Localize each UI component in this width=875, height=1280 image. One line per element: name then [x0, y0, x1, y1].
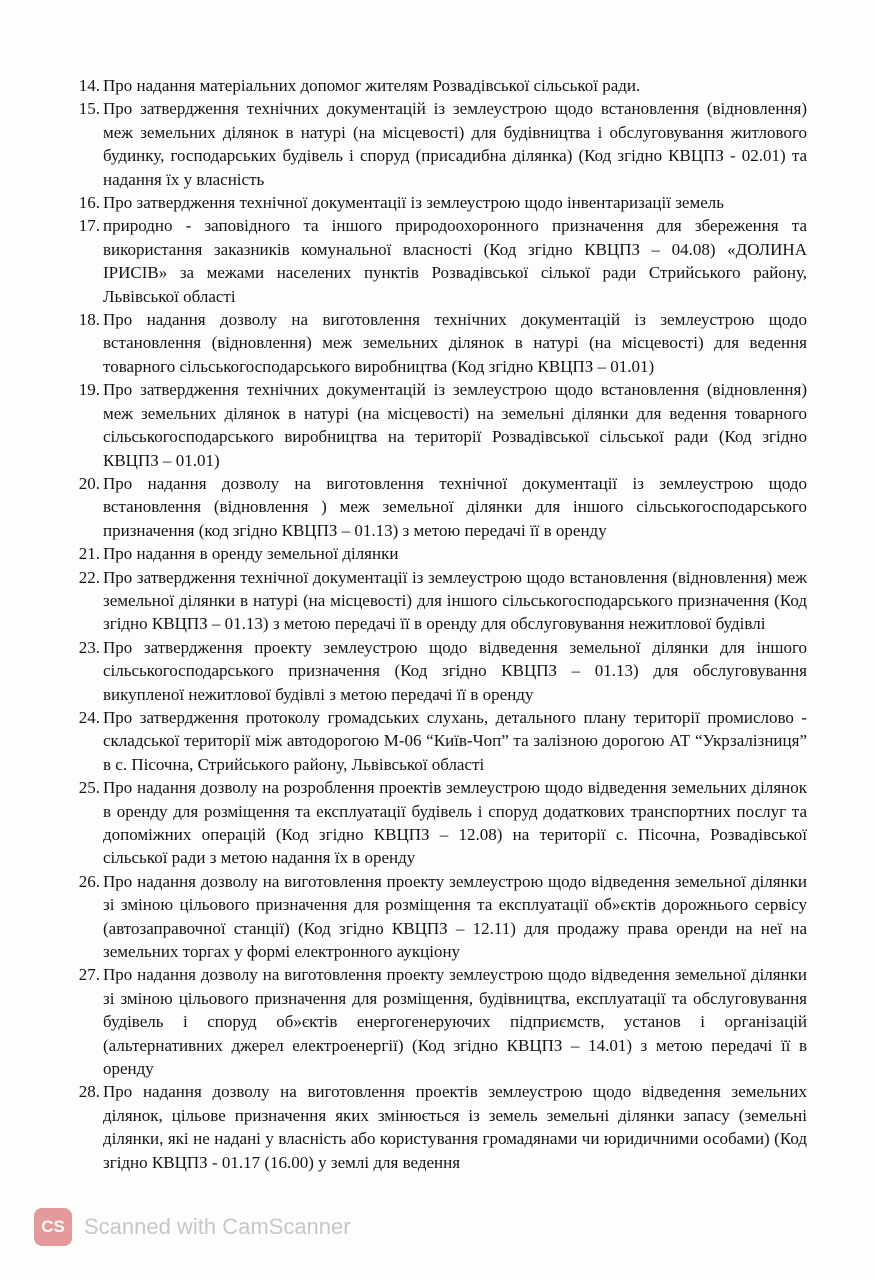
- agenda-item-text: Про надання дозволу на розроблення проектів землеустрою щодо відведення земельних ділянок в оренду для розміщення та експлуатації будівель і споруд додаткових транспортних послуг та допоміжних операцій (Код згідно КВЦПЗ – 12.08) на території с. Пісочна, Розвадівської сільської ради з метою надання їх в оренду: [103, 778, 807, 868]
- agenda-item-text: Про надання дозволу на виготовлення проекту землеустрою щодо відведення земельної ділянки зі зміною цільового призначення для розміщення, будівництва, експлуатації та обслуговування будівель і споруд об»єктів енергогенеруючих підприємств, установ і організацій (альтернативних джерел електроенергії) (Код згідно КВЦПЗ – 14.01) з метою передачі її в оренду: [103, 965, 807, 1079]
- agenda-item-text: Про затвердження технічних документацій із землеустрою щодо встановлення (відновлення) меж земельних ділянок в натурі (на місцевості) на земельні ділянки для ведення товарного сільськогосподарського виробництва на території Розвадівської сільської ради (Код згідно КВЦПЗ – 01.01): [103, 380, 807, 470]
- agenda-item-number: 25.: [78, 778, 100, 798]
- agenda-item-number: 15.: [78, 99, 100, 119]
- agenda-item-number: 14.: [78, 76, 100, 95]
- agenda-item-number: 21.: [78, 544, 100, 564]
- agenda-item: [62, 542, 807, 565]
- agenda-item-number: 26.: [78, 871, 100, 891]
- watermark-text: Scanned with CamScanner: [84, 1214, 351, 1239]
- agenda-item-text: Про затвердження технічної документації із землеустрою щодо встановлення (відновлення) меж земельної ділянки в натурі (на місцевості) для іншого сільськогосподарського призначення (Код згідно КВЦПЗ – 01.13) з метою передачі її в оренду для обслуговування нежитлової будівлі: [103, 567, 807, 634]
- agenda-item: [62, 97, 807, 191]
- agenda-item-number: 22.: [78, 567, 100, 587]
- agenda-item-number: 18.: [78, 310, 100, 330]
- agenda-items-list: [62, 74, 807, 1174]
- agenda-item: [62, 191, 807, 214]
- agenda-item: [62, 636, 807, 706]
- agenda-item-text: Про затвердження технічних документацій із землеустрою щодо встановлення (відновлення) меж земельних ділянок в натурі (на місцевості) для будівництва і обслуговування житлового будинку, господарських будівель і споруд (присадибна ділянка) (Код згідно КВЦПЗ - 02.01) та надання їх у власність: [103, 99, 807, 189]
- agenda-item: [62, 378, 807, 472]
- agenda-item: [62, 472, 807, 542]
- agenda-item: [62, 308, 807, 378]
- agenda-item-text: Про надання дозволу на виготовлення технічних документацій із землеустрою щодо встановлення (відновлення) меж земельних ділянок в натурі (на місцевості) для ведення товарного сільськогосподарського виробництва (Код згідно КВЦПЗ – 01.01): [103, 310, 807, 376]
- agenda-item-number: 23.: [78, 637, 100, 657]
- agenda-item: [62, 1080, 807, 1174]
- agenda-item-text: Про затвердження проекту землеустрою щодо відведення земельної ділянки для іншого сільськогосподарського призначення (Код згідно КВЦПЗ – 01.13) для обслуговування викупленої нежитлової будівлі з метою передачі її в оренду: [103, 637, 807, 704]
- agenda-item: [62, 963, 807, 1080]
- agenda-item-text: Про надання матеріальних допомог жителям Розвадівської сільської ради.: [103, 76, 641, 95]
- camscanner-watermark: [34, 1207, 351, 1247]
- agenda-item: [62, 870, 807, 964]
- agenda-item-number: 17.: [78, 216, 100, 236]
- agenda-item-text: природно - заповідного та іншого природоохоронного призначення для збереження та використання заказників комунальної власності (Код згідно КВЦПЗ – 04.08) «ДОЛИНА ІРИСІВ» за межами населених пунктів Розвадівської сілької ради Стрийського району, Львівської області: [103, 216, 807, 306]
- agenda-item-number: 28.: [78, 1082, 100, 1102]
- agenda-item: [62, 776, 807, 870]
- agenda-item-number: 19.: [78, 380, 100, 400]
- agenda-item: [62, 74, 807, 97]
- agenda-item-number: 16.: [78, 193, 100, 213]
- agenda-item-text: Про затвердження технічної документації із землеустрою щодо інвентаризації земель: [103, 193, 724, 213]
- agenda-item-number: 27.: [78, 965, 100, 985]
- agenda-item: [62, 566, 807, 636]
- agenda-item: [62, 706, 807, 776]
- agenda-item-text: Про затвердження протоколу громадських слухань, детального плану території промислово - складської території між автодорогою М-06 “Київ-Чоп” та залізною дорогою АТ “Укрзалізниця” в с. Пісочна, Стрийського району, Львівської області: [103, 707, 807, 774]
- agenda-item: [62, 214, 807, 308]
- agenda-item-number: 20.: [78, 473, 100, 493]
- agenda-item-text: Про надання в оренду земельної ділянки: [103, 544, 399, 564]
- agenda-item-text: Про надання дозволу на виготовлення технічної документації із землеустрою щодо встановлення (відновлення ) меж земельної ділянки для іншого сільськогосподарського призначення (код згідно КВЦПЗ – 01.13) з метою передачі її в оренду: [103, 473, 807, 540]
- agenda-item-text: Про надання дозволу на виготовлення проектів землеустрою щодо відведення земельних ділянок, цільове призначення яких змінюється із земель земельні ділянки запасу (земельні ділянки, які не надані у власність або користування громадянами чи юридичними особами) (Код згідно КВЦПЗ - 01.17 (16.00) у землі для ведення: [103, 1082, 807, 1172]
- agenda-item-number: 24.: [78, 707, 100, 727]
- camscanner-logo: CS: [34, 1208, 72, 1246]
- agenda-item-text: Про надання дозволу на виготовлення проекту землеустрою щодо відведення земельної ділянки зі зміною цільового призначення для розміщення та експлуатації об»єктів дорожнього сервісу (автозаправочної станції) (Код згідно КВЦПЗ – 12.11) для продажу права оренди на неї на земельних торгах у формі електронного аукціону: [103, 871, 807, 962]
